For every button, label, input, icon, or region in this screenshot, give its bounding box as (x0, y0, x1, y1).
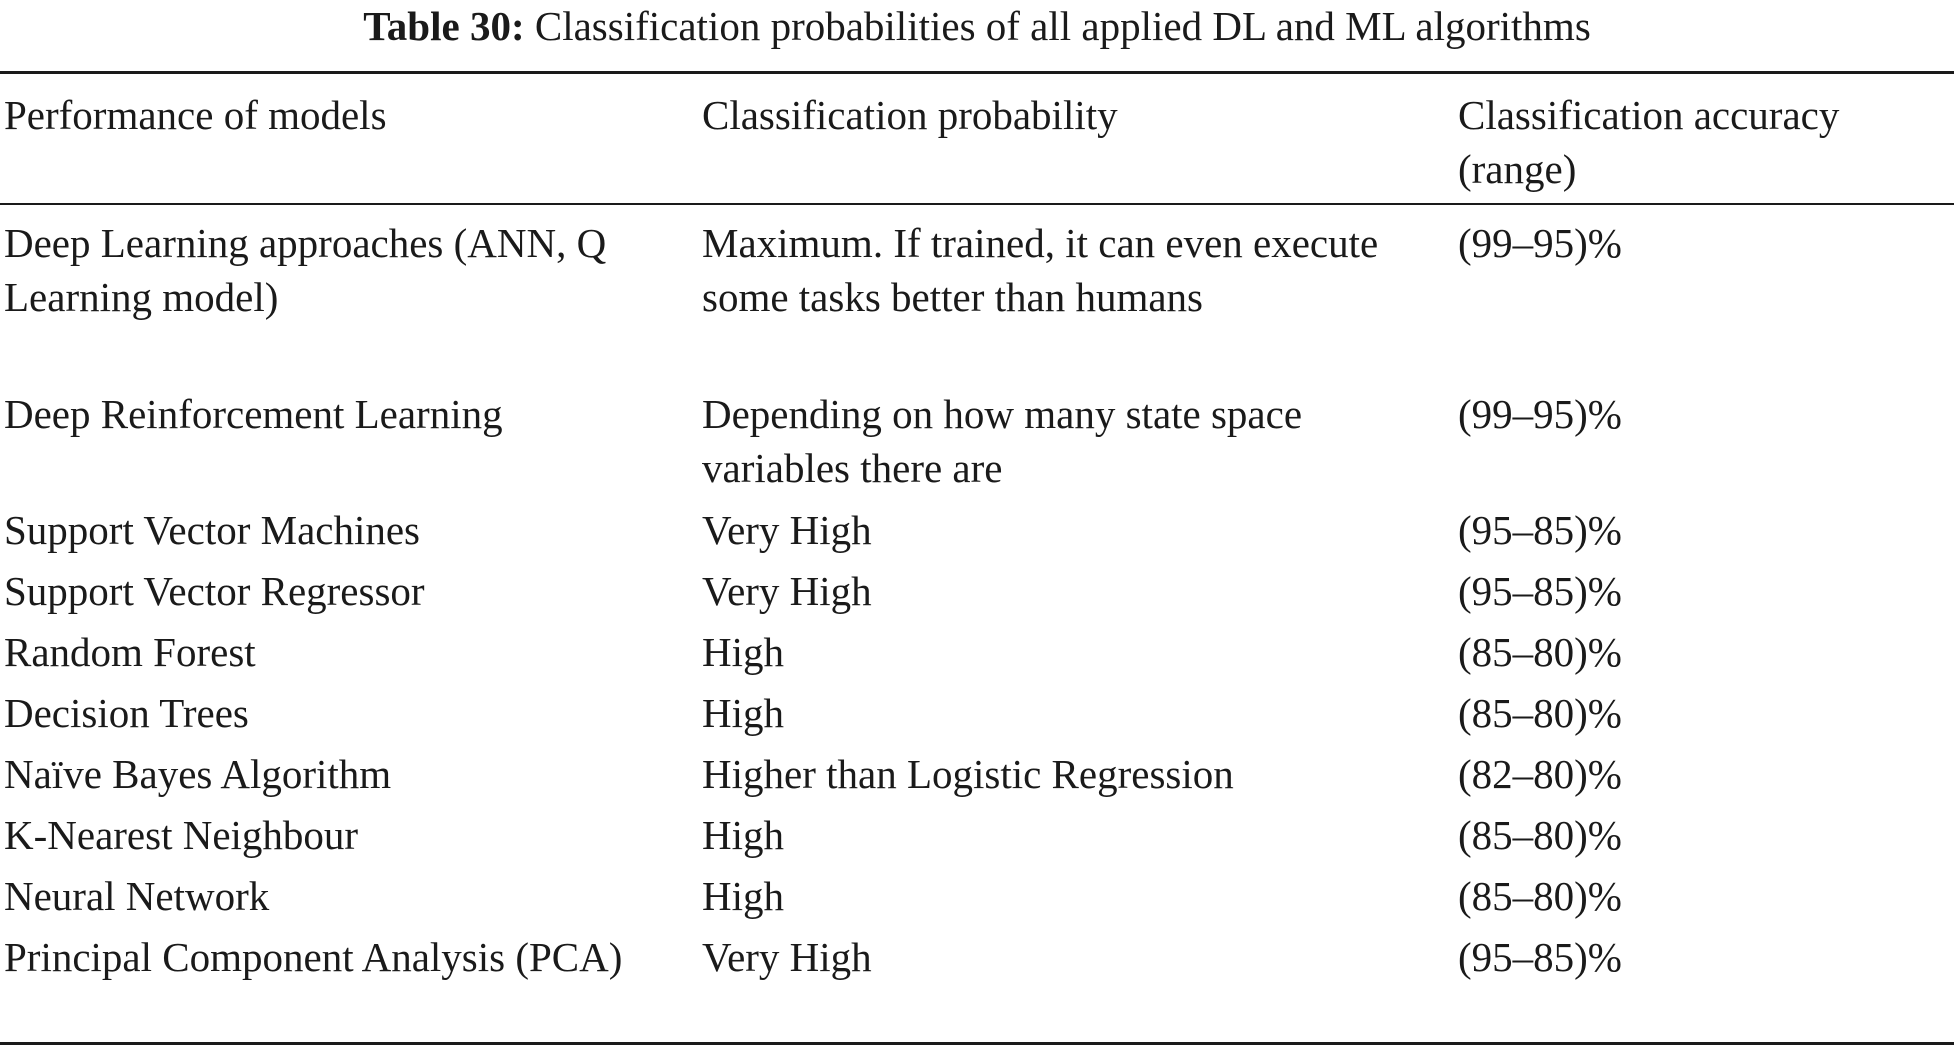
model-name-cell: Naïve Bayes Algorithm (4, 751, 392, 797)
accuracy-cell: (85–80)% (1458, 629, 1622, 675)
table-row (0, 216, 1954, 387)
accuracy-cell: (99–95)% (1458, 220, 1622, 266)
model-name-cell: K-Nearest Neighbour (4, 812, 359, 858)
accuracy-cell: (85–80)% (1458, 690, 1622, 736)
accuracy-cell: (85–80)% (1458, 873, 1622, 919)
probability-cell: Very High (702, 934, 872, 980)
probability-cell: High (702, 873, 784, 919)
model-name-cell: Support Vector Machines (4, 507, 421, 553)
table-caption-text: Classification probabilities of all applied DL and ML algorithms (534, 3, 1591, 49)
probability-cell: High (702, 812, 784, 858)
table-body (0, 216, 1954, 1046)
probability-cell: High (702, 690, 784, 736)
table-top-rule (0, 71, 1954, 74)
header-classification-accuracy: Classification accuracy (range) (1458, 92, 1840, 192)
table-row (0, 625, 1954, 686)
table-row (0, 503, 1954, 564)
table-row (0, 869, 1954, 930)
table-row (0, 930, 1954, 1046)
table-caption (0, 0, 1954, 60)
probability-cell: Very High (702, 507, 872, 553)
model-name-cell: Principal Component Analysis (PCA) (4, 934, 623, 980)
accuracy-cell: (85–80)% (1458, 812, 1622, 858)
table-header-rule (0, 203, 1954, 205)
probability-cell: Depending on how many state space variables there are (702, 391, 1303, 491)
model-name-cell: Random Forest (4, 629, 256, 675)
model-name-cell: Deep Learning approaches (ANN, Q Learning model) (4, 220, 607, 320)
probability-cell: Very High (702, 568, 872, 614)
table-row (0, 387, 1954, 503)
model-name-cell: Deep Reinforcement Learning (4, 391, 503, 437)
accuracy-cell: (82–80)% (1458, 751, 1622, 797)
accuracy-cell: (95–85)% (1458, 568, 1622, 614)
probability-cell: High (702, 629, 784, 675)
model-name-cell: Neural Network (4, 873, 270, 919)
table-header-row (0, 88, 1954, 198)
probability-cell: Higher than Logistic Regression (702, 751, 1234, 797)
accuracy-cell: (95–85)% (1458, 507, 1622, 553)
table-caption-label: Table 30: (363, 3, 525, 49)
header-performance-of-models: Performance of models (4, 92, 387, 138)
model-name-cell: Support Vector Regressor (4, 568, 425, 614)
header-classification-probability: Classification probability (702, 92, 1118, 138)
table-row (0, 808, 1954, 869)
table-row (0, 686, 1954, 747)
table-row (0, 564, 1954, 625)
model-name-cell: Decision Trees (4, 690, 249, 736)
probability-cell: Maximum. If trained, it can even execute some tasks better than humans (702, 220, 1379, 320)
accuracy-cell: (95–85)% (1458, 934, 1622, 980)
table-row (0, 747, 1954, 808)
accuracy-cell: (99–95)% (1458, 391, 1622, 437)
table-bottom-rule (0, 1042, 1954, 1045)
